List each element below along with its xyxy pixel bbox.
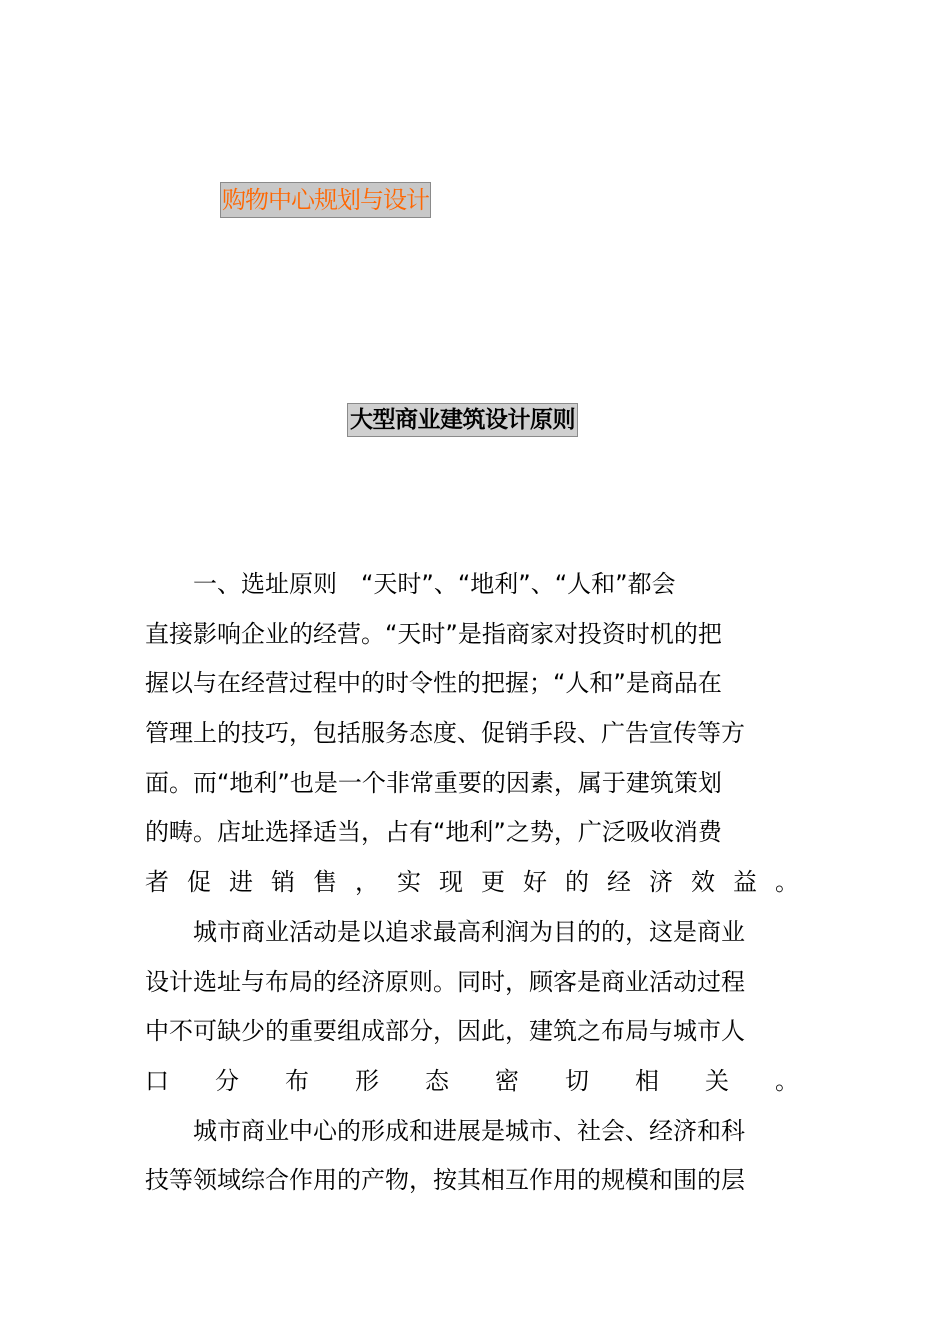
- text-char: 布: [285, 1066, 309, 1095]
- text-char: 益: [733, 868, 757, 897]
- text-char: 现: [439, 868, 463, 897]
- text-char: 促: [187, 868, 211, 897]
- text-char: ，: [355, 868, 379, 897]
- text-line: 直接影响企业的经营。“天时”是指商家对投资时机的把: [145, 619, 722, 648]
- text-char: 形: [355, 1066, 379, 1095]
- text-line: 技等领域综合作用的产物，按其相互作用的规模和围的层: [145, 1166, 745, 1195]
- text-char: 。: [775, 1066, 799, 1095]
- text-line: 一、选址原则 “天时”、“地利”、“人和”都会: [145, 570, 676, 598]
- text-char: 更: [481, 868, 505, 897]
- text-line: 设计选址与布局的经济原则。同时，顾客是商业活动过程: [145, 967, 745, 996]
- text-char: 切: [565, 1066, 589, 1095]
- text-char: 实: [397, 868, 421, 897]
- text-line: 城市商业中心的形成和进展是城市、社会、经济和科: [145, 1116, 745, 1145]
- text-char: 进: [229, 868, 253, 897]
- text-char: 相: [635, 1066, 659, 1095]
- text-line: 握以与在经营过程中的时令性的把握；“人和”是商品在: [145, 669, 722, 698]
- text-char: 者: [145, 868, 169, 897]
- text-char: 的: [565, 868, 589, 897]
- text-char: 效: [691, 868, 715, 897]
- section-heading: 大型商业建筑设计原则: [347, 403, 578, 437]
- text-char: 经: [607, 868, 631, 897]
- text-line-justified: [145, 858, 799, 908]
- text-line: 面。而“地利”也是一个非常重要的因素，属于建筑策划: [145, 768, 722, 797]
- text-char: 口: [145, 1066, 169, 1095]
- text-char: 济: [649, 868, 673, 897]
- text-char: 销: [271, 868, 295, 897]
- text-char: 分: [215, 1066, 239, 1095]
- text-char: 关: [705, 1066, 729, 1095]
- text-line-justified: [145, 1057, 799, 1107]
- text-line: 中不可缺少的重要组成部分，因此，建筑之布局与城市人: [145, 1017, 745, 1046]
- text-line: 的畴。店址选择适当，占有“地利”之势，广泛吸收消费: [145, 818, 722, 847]
- text-line: 管理上的技巧，包括服务态度、促销手段、广告宣传等方: [145, 719, 745, 748]
- text-char: 密: [495, 1066, 519, 1095]
- text-char: 售: [313, 868, 337, 897]
- text-line: 城市商业活动是以追求最高利润为目的的，这是商业: [145, 917, 745, 946]
- text-char: 。: [775, 868, 799, 897]
- body-text: [145, 560, 799, 1206]
- document-title: 购物中心规划与设计: [220, 182, 431, 218]
- text-char: 好: [523, 868, 547, 897]
- text-char: 态: [425, 1066, 449, 1095]
